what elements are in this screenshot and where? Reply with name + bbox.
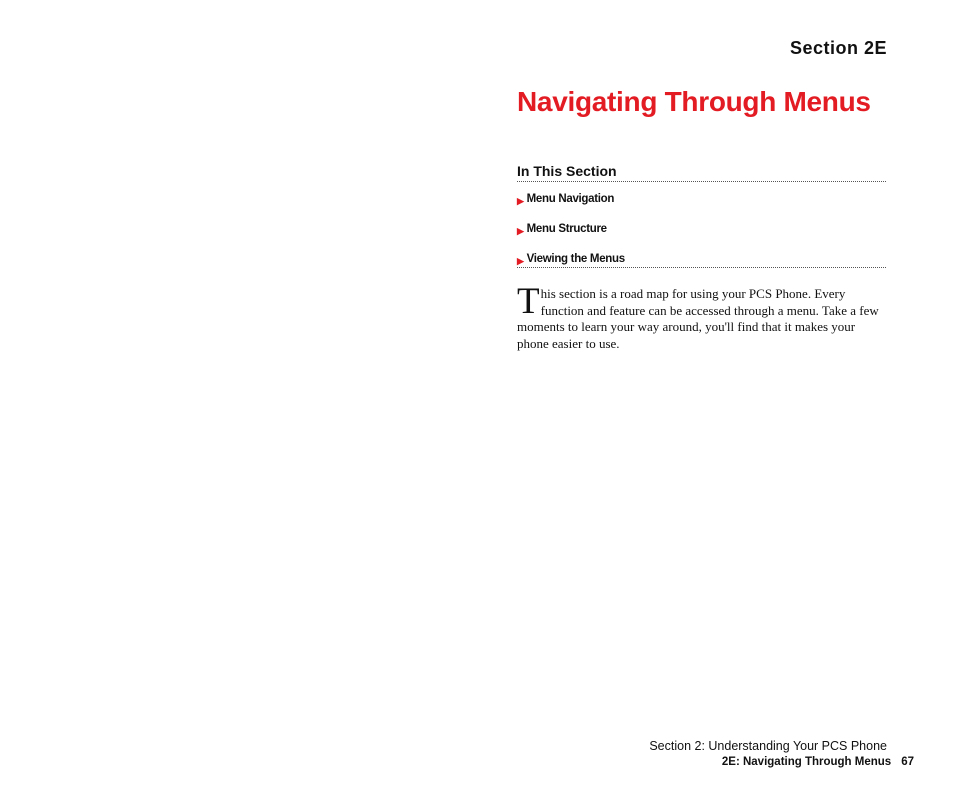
toc-item-menu-structure[interactable] <box>517 207 886 237</box>
intro-paragraph <box>517 281 879 352</box>
footer-page-line <box>722 756 914 768</box>
triangle-right-icon: ▶ <box>517 196 524 206</box>
in-this-section-box <box>517 163 886 268</box>
section-label: Section 2E <box>789 38 887 58</box>
triangle-right-icon: ▶ <box>517 226 524 236</box>
footer-section-title: Section 2: Understanding Your PCS Phone <box>649 739 887 753</box>
toc-item-viewing-the-menus[interactable] <box>517 237 886 267</box>
triangle-right-icon: ▶ <box>517 256 524 266</box>
toc-heading: In This Section <box>517 163 886 182</box>
drop-cap: T <box>517 281 540 322</box>
toc-item-menu-navigation[interactable] <box>517 182 886 207</box>
toc-list <box>517 182 886 268</box>
page-number: 67 <box>901 756 914 768</box>
footer-chapter: 2E: Navigating Through Menus <box>721 756 892 768</box>
intro-text: his section is a road map for using your PCS Phone. Every function and feature can be accessed through a menu. Take a few moments to learn your way around, you'll find that it makes your phone easier to use. <box>517 286 879 351</box>
toc-item-label: Viewing the Menus <box>526 253 625 265</box>
toc-item-label: Menu Structure <box>526 223 607 235</box>
page-title: Navigating Through Menus <box>517 86 871 117</box>
toc-item-label: Menu Navigation <box>526 193 615 205</box>
